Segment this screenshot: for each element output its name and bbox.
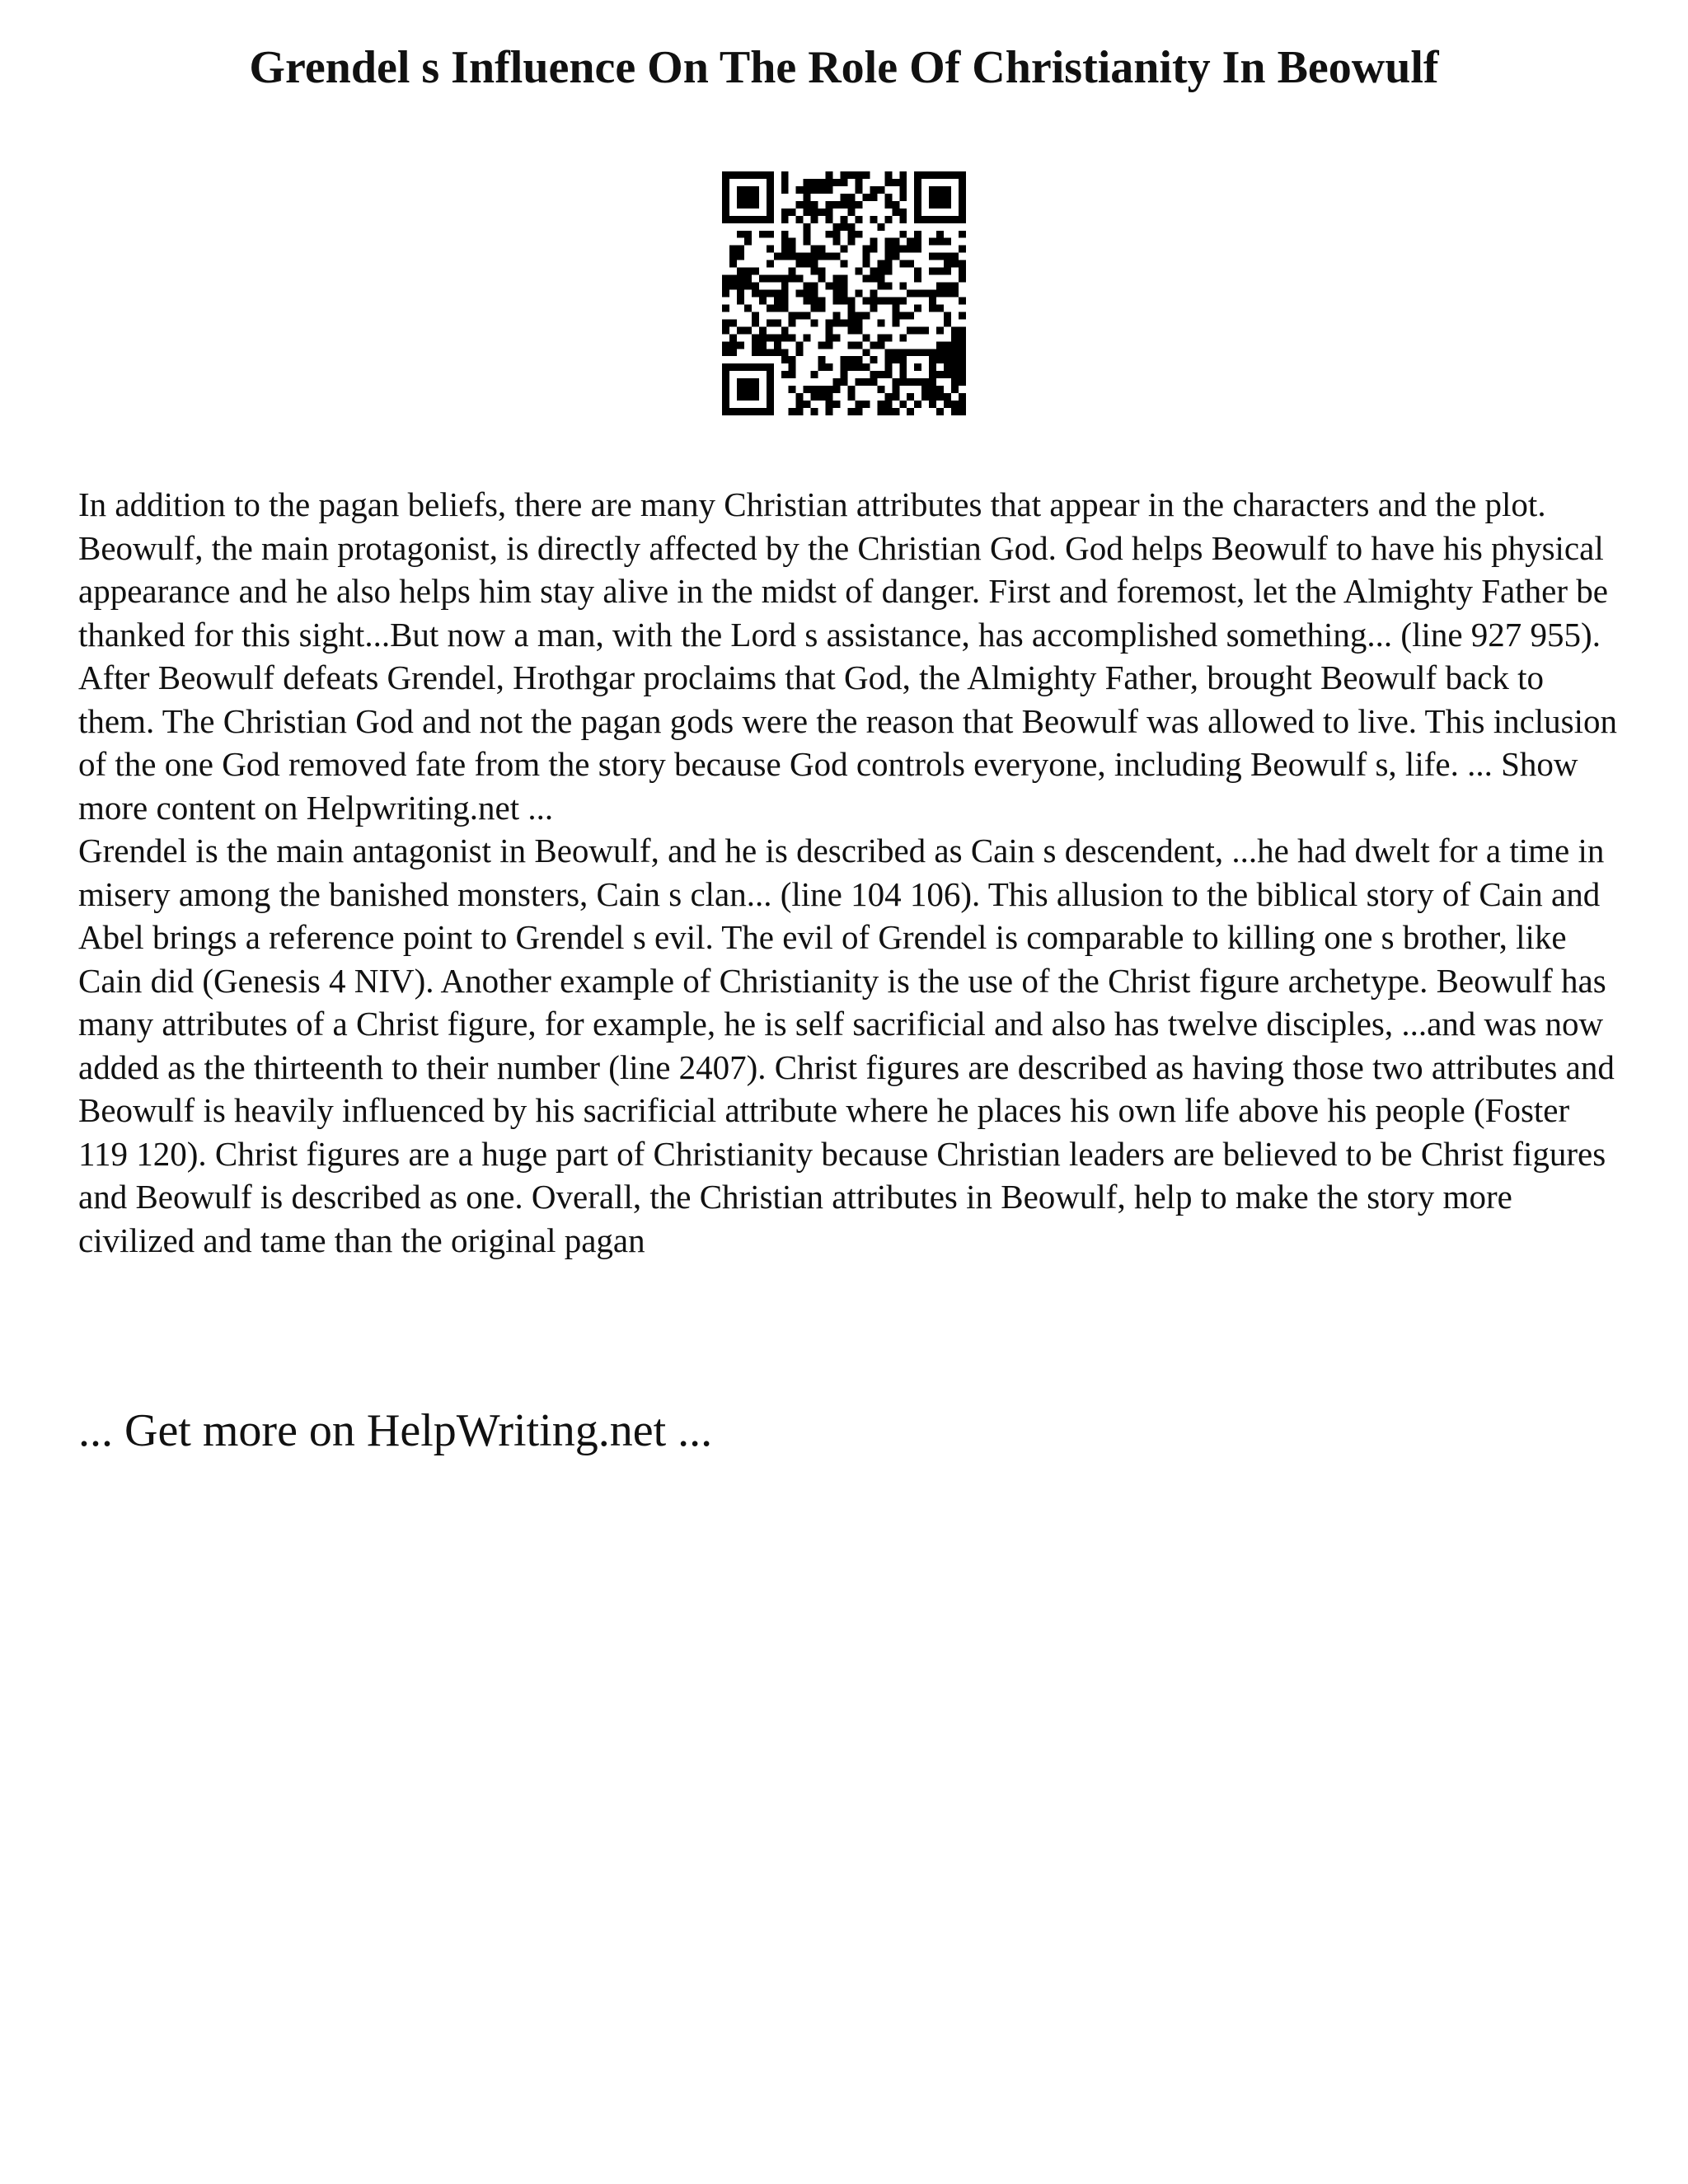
paragraph: In addition to the pagan beliefs, there are many Christian attributes that appear in the characters and the plot. Beowulf, the main protagonist, is directly affected by the Christian God. God helps Beowulf to have his physical appearance and he also helps him stay alive in the midst of danger. First and foremost, let the Almighty Father be thanked for this sight...But now a man, with the Lord s assistance, has accomplished something... (line 927 955). After Beowulf defeats Grendel, Hrothgar proclaims that God, the Almighty Father, brought Beowulf back to them. The Christian God and not the pagan gods were the reason that Beowulf was allowed to live. This inclusion of the one God removed fate from the story because God controls everyone, including Beowulf s, life. ... Show more content on Helpwriting.net ... [78,485,1618,827]
article-body [78,483,1620,1262]
page-title: Grendel s Influence On The Role Of Christianity In Beowulf [249,42,1439,93]
get-more-link[interactable]: ... Get more on HelpWriting.net ... [78,1405,713,1456]
qr-code-icon [722,171,966,415]
paragraph: Grendel is the main antagonist in Beowulf, and he is described as Cain s descendent, ...he had dwelt for a time in misery among the banished monsters, Cain s clan... (line 104 106). This allusion to the biblical story of Cain and Abel brings a reference point to Grendel s evil. The evil of Grendel is comparable to killing one s brother, like Cain did (Genesis 4 NIV). Another example of Christianity is the use of the Christ figure archetype. Beowulf has many attributes of a Christ figure, for example, he is self sacrificial and also has twelve disciples, ...and was now added as the thirteenth to their number (line 2407). Christ figures are described as having those two attributes and Beowulf is heavily influenced by his sacrificial attribute where he places his own life above his people (Foster 119 120). Christ figures are a huge part of Christianity because Christian leaders are believed to be Christ figures and Beowulf is described as one. Overall, the Christian attributes in Beowulf, help to make the story more civilized and tame than the original pagan [78,832,1615,1259]
